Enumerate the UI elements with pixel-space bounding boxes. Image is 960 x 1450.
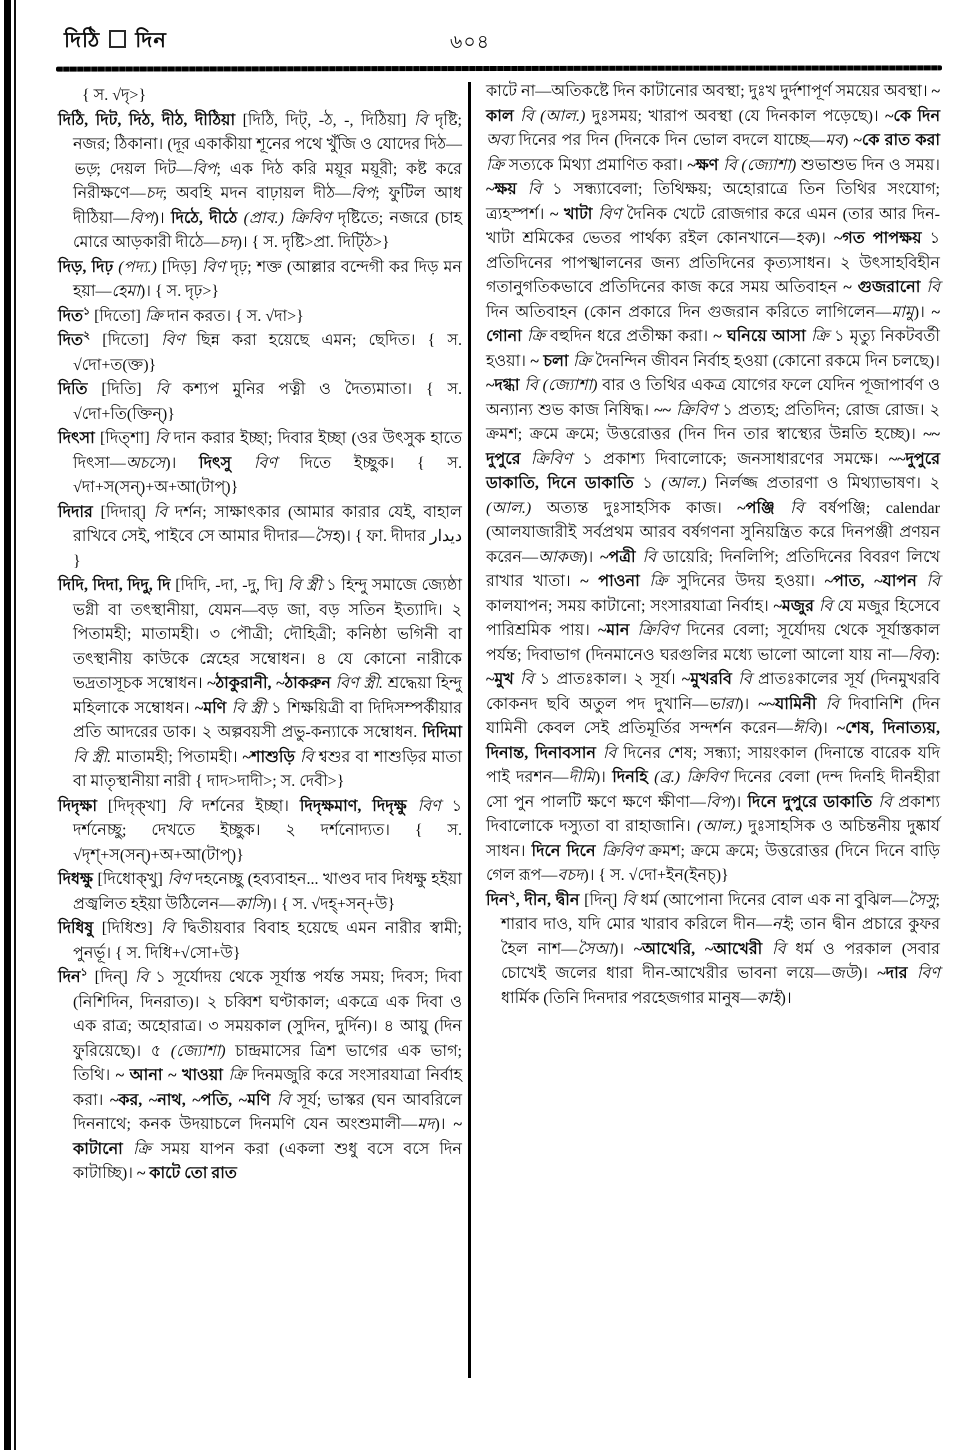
headword-text: দিঠি, দিট, দিঠ, দীঠ, দীঠিয়া [58,111,243,129]
entry-text: ক্রিবিণ [637,622,687,639]
entry-text: বি [723,156,742,174]
entry-text: চদ [219,234,237,251]
headword-text: ২ [508,889,516,902]
headword-text: দিনে দিনে [531,842,602,860]
headword-text: দিধক্ষু [58,871,98,888]
entry-text: [দিদার্‌] [100,503,154,521]
dictionary-entry [486,889,940,1012]
dictionary-entry [58,84,462,109]
entry-text: ১ প্রাতঃকাল। ২ সূর্য। [539,671,682,688]
dictionary-entry [58,868,462,917]
headword-text: দিনে দুপুরে ডাকাতি [747,793,879,811]
entry-text: )। [913,303,932,321]
entry-text: বিপ [129,209,154,227]
entry-text: ১ মৃত্যু নিকটবর্তী হওয়া। [486,328,940,370]
entry-text: [দিধোক্‌খু] [97,871,168,888]
headword-text: ~~যামিনী [758,695,826,713]
entry-text: ধর্ম ও পরকাল (সবার চোখেই জলের ধারা দীন-আখেরীর ভাবনা লয়ে— [501,940,940,982]
header-rule [56,65,942,71]
dictionary-entry [58,256,462,305]
entry-text: )। [738,695,759,713]
entry-text: বি [926,573,940,590]
headword-text: দিদার [58,503,101,521]
headword-text: ১ [80,966,88,979]
entry-text: দিনের বেলা; সূর্যোদয় থেকে সূর্যাস্তকাল পর্যন্ত; দিবাভাগ (দিনমানেও ঘরগুলির মধ্যে ভালো আলো যায় না— [486,622,940,664]
entry-text: বিণ [598,205,627,223]
headword-text: ~ গুজরানো [843,279,927,296]
entry-text: কাটে না—অতিকষ্টে দিন কাটানোর অবস্থা; দুঃখ দুর্দশাপূর্ণ সময়ের অবস্থা। [486,83,932,100]
entry-text: বহুদিন ধরে প্রতীক্ষা করা। [550,328,714,345]
headword-text: দিতি [58,381,102,398]
headword-text: দিধিষু [58,920,102,937]
headword-text: ~শাশুড়ি [242,748,300,766]
headword-text: ~গত পাপক্ষয় [833,230,930,247]
dictionary-column-left [58,84,462,1187]
entry-text: বি [160,920,183,937]
entry-text: স্ত্রী. [363,675,388,692]
headword-text: ~কে রাত করা [853,132,941,149]
entry-text: (জ্যোশা) [542,377,603,394]
entry-text: [দিদৃক্‌খা] [107,797,178,815]
entry-text: বি [524,377,543,394]
headword-text: ~ক্ষণ [687,156,724,174]
entry-text: ছিন্ন করা হয়েছে এমন; ছেদিত। { স. √দো+ত(ক্ত)} [73,332,462,374]
entry-text: অব্য [486,132,519,149]
headword-text: ~পত্রী [600,548,643,566]
entry-text: ১ সূর্যোদয় থেকে সূর্যাস্ত পর্যন্ত সময়; দিবস; দিবা (নিশিদিন, দিনরাত)। ২ চব্বিশ ঘণ্টাকাল; একত্রে এক দিবা ও এক রাত্র; অহোরাত্র। ৩ সময়কাল (সুদিন, দুর্দিন)। ৪ আয়ু (দিন ফুরিয়েছে)। ৫ [73,969,462,1060]
binding-edge-line-thin [14,0,16,1450]
entry-text: ক্রিবিণ [601,842,649,860]
entry-text: কশ্যপ মুনির পত্নী ও দৈত্যমাতা। { স. √দো+তি(ক্তিন্‌)} [73,381,462,423]
dictionary-entry [58,378,462,427]
entry-text: সৈসু [907,891,936,909]
entry-text: দ্বিতীয়বার বিবাহ হয়েছে এমন নারীর স্বামী; পুনর্ভূ। { স. দিধি+√সো+উ} [73,920,462,962]
entry-text: (আল.) [540,107,592,125]
entry-text: (জ্যোশা) [741,156,801,174]
entry-text: ভারা [708,695,739,713]
entry-text: বি [926,279,940,296]
entry-text: দিতে ইচ্ছুক। { স. √দা+স(সন্‌)+অ+আ(টাপ্‌)} [73,454,462,496]
entry-text: বি [527,181,553,198]
entry-text: সুদিনের উদয় হওয়া। [677,573,825,590]
entry-text: [দিধিশু] [101,920,161,937]
entry-text: ক্রি [228,1067,252,1084]
entry-text: ক্রি [527,328,551,345]
entry-text: ক্রি [486,156,509,174]
entry-text: কাই [756,989,781,1007]
entry-text: নই [771,916,790,933]
entry-text: ১ প্রতিদিনের পাপস্খালনের জন্য প্রতিদিনের কৃত্যসাধন। ২ উৎসাহবিহীন গতানুগতিকভাবে প্রতিদিনের কাজ করে সময় অতিবাহন [486,230,941,296]
entry-text: দিনের বেলা (দন্দ দিনহি দীনহীরা সো পুন পালটি ক্ষণে ক্ষণে ক্ষীণা— [486,769,940,811]
headword-text: দিদি, দিদা, দিদু, দি [58,577,176,594]
headword-text: ~মুখরবি [681,671,739,688]
entry-text: দিনের শেষ; সন্ধ্যা; সায়ংকাল (দিনান্তে বারেক যদি পাই দরশন— [486,744,940,786]
headword-text: ~~দুপুরে ডাকাতি, দিনে ডাকাতি [486,450,940,492]
entry-text: মাতামহী; পিতামহী। [116,748,243,766]
entry-text: )। [153,209,171,227]
entry-text: বিণ [253,454,300,472]
entry-text: ; দেয়ল দিট— [96,160,193,178]
entry-text: )। [612,940,634,958]
entry-text: দর্শন; সাক্ষাৎকার (আমার কারার যেই, বাহাল রাখিবে সেই, পাইবে সে আমার দীদার— [73,503,462,545]
entry-text: দান করত। { স. √দা>} [166,307,304,325]
entry-text: অচসে [125,454,166,472]
entry-text: ক্রিবিণ [676,401,723,419]
headword-text: ~মজুর [773,597,819,615]
entry-text: দর্শনের ইচ্ছা। [201,797,300,815]
headword-text: ~মণি [194,699,232,717]
entry-text: প্রকাশ্য দিবালোকে দস্যুতা বা রাহাজানি। [486,793,940,835]
dictionary-entry [58,109,462,256]
entry-text: বিপ [350,185,376,202]
entry-text: সত্যকে মিথ্যা প্রমাণিত করা। [508,156,688,174]
headword-text: দিদৃক্ষমাণ, দিদৃক্ষু [299,797,418,815]
entry-text: বি [154,430,174,447]
headword-text: দিদিমা [422,724,462,741]
headword-text: ~ পাওনা [580,573,650,590]
entry-text: )। [582,548,601,566]
entry-text: ক্রি [144,307,167,325]
entry-text: ক্রিবিণ [530,450,583,468]
entry-text: নির্লজ্জ প্রতারণা ও মিথ্যাভাষণ। ২ [715,475,940,492]
entry-text: সৈআ [577,940,613,958]
dictionary-entry [58,427,462,501]
entry-text: )। { স. দৃষ্টি>প্রা. দিট্ঠি>} [236,234,390,251]
entry-text: বিণ [916,965,940,982]
entry-text: [দিদি, -দা, -দু, দি] [175,577,288,594]
headword-text: ~মান [597,622,638,639]
entry-text: )। [816,720,837,737]
entry-text: বি [622,891,641,909]
headword-text: দিন [58,969,81,986]
dictionary-entry [58,305,462,330]
entry-text: সূর্য; ভাস্কর (ঘন আবরিলে দিননাথে; কনক উদয়াচলে দিনমণি যেন অংশুমালী— [73,1091,462,1133]
entry-text: কাসি [235,895,266,913]
entry-text: )। { স. √দো+ইন(ইনচ্‌)} [583,867,729,884]
entry-text: [দিতো] [90,332,162,349]
entry-text: বার ও তিথির একত্র যোগের ফলে যেদিন পূজাপার্বণ ও অন্যান্য শুভ কাজ নিষিদ্ধ। [486,377,940,419]
entry-text: মব [825,132,843,149]
entry-text: সময় যাপন করা (একলা শুধু বসে বসে দিন কাটাচ্ছি)। [73,1140,462,1182]
entry-text: [দিঠি, দিট্‌, -ঠ, -, দিঠিয়া] [242,111,414,129]
headword-text: দিত [58,307,83,325]
entry-text: )। { স. √দহ্‌+সন্‌+উ} [266,895,396,913]
entry-text: [দিত্‌শা] [99,430,155,447]
headword-text: ~ কাটানো [73,1116,462,1158]
entry-text: বি [73,748,92,766]
entry-text: { স. √দৃ>} [82,87,147,104]
entry-text: দুঃসময়; খারাপ অবস্থা (যে দিনকাল পড়েছে)। [591,107,886,125]
entry-text: স্ত্রী. [91,748,117,766]
entry-text: বি [276,1091,297,1109]
entry-text: বি [134,969,156,986]
entry-text: বি [413,111,435,129]
headword-text: দিৎসু [199,454,254,472]
entry-text: যে মজুর হিসেবে পারিশ্রমিক পায়। [486,597,940,639]
entry-text: )। [434,1116,454,1133]
entry-text: প্রাতঃকালের সূর্য (দিনমুখরবি কোকনদ ছবি অতুল পদ দুখানি— [486,671,940,713]
square-marker-icon [109,30,126,48]
entry-text: অত্যন্ত দুঃসাহসিক কাজ। [546,499,738,517]
entry-text: ভড় [73,160,97,178]
headword-text: ~ খাটা [549,205,599,223]
entry-text: চান্দ্রমাসের ত্রিশ ভাগের এক ভাগ; তিথি। [73,1042,463,1084]
running-head [64,24,167,59]
entry-text: স্ত্রী [306,577,327,594]
entry-text: ক্রিবিণ [686,769,734,786]
headword-text: ~ কাটে তো রাত [136,1165,237,1182]
entry-text: দহনেচ্ছু (হব্যবাহন... খাণ্ডব দাব দিধক্ষু হইয়া প্রজ্বলিত হইয়া উঠিলেন— [73,871,462,913]
entry-text: ১ দর্শনেচ্ছু; দেখতে ইচ্ছুক। ২ দর্শনোদ্যত। { স. √দৃশ্‌+স(সন্‌)+অ+আ(টাপ্‌)} [73,797,463,864]
headword-text: ~ক্ষয় [486,181,528,198]
entry-text: হক [795,230,815,247]
headword-text: , দীন, দ্বীন [515,891,585,909]
entry-text: )। { স. দৃঢ়>} [139,283,220,300]
entry-text: বি [825,695,849,713]
entry-text: (ব্র.) [654,769,687,786]
entry-text: ১ হিন্দু সমাজে জ্যেষ্ঠা ভগ্নী বা তৎস্থানীয়া, যেমন—বড় জা, বড় সতিন ইত্যাদি। ২ পিতামহী; মাতামহী। ৩ পৌত্রী; দৌহিত্রী; কনিষ্ঠা ভগিনী বা তৎস্থানীয় কাউকে স্নেহের সম্বোধন। ৪ যে কোনো নারীকে ভদ্রতাসূচক সম্বোধন। [73,577,462,692]
headword-text: দিন [486,891,509,909]
entry-text: সৈহ [314,528,340,545]
entry-text: বিণ [417,797,452,815]
entry-text: )। [856,965,878,982]
headword-text: ২ [83,329,91,342]
entry-text: বি [790,499,820,517]
headword-text: দিড়, দিঢ় [58,258,119,276]
headword-text: ~~ [654,401,677,419]
entry-text: স্ত্রী [250,699,272,717]
entry-text: আকজ [537,548,583,566]
headword-text: ~শেষ, দিনাত্যয়, দিনান্ত, দিনাবসান [486,720,940,762]
headword-text: ~পাত, ~যাপন [824,573,927,590]
entry-text: বি [642,548,663,566]
entry-text: [দিতো] [90,307,145,325]
entry-text: ক্রমশ; ক্রমে ক্রমে; উত্তরোত্তর (দিনে দিনে বাড়ি গেল রূপ— [486,842,940,884]
entry-text: )। [730,793,748,811]
entry-text: ): [930,646,940,664]
entry-text: ; শারাব দাও, যদি মোর খারাব করিলে দীন— [501,891,940,933]
entry-text: দিবানিশি (দিন যামিনী কেবল সেই প্রতিমূর্তির সন্দর্শন করেন— [486,695,941,737]
dictionary-entry [486,80,940,889]
entry-text: ১ সন্ধ্যাবেলা; তিথিক্ষয়; অহোরাত্রে তিন তিথির সংযোগ; ত্র্যহস্পর্শ। [486,181,941,223]
headword-text: ~~ দুপুরে [486,426,940,468]
entry-text: দিনমজুরি করে সংসারযাত্রা নির্বাহ করা। [73,1067,462,1109]
entry-text: মামু [891,303,914,321]
entry-text: দুঃসাহসিক ও অচিন্তনীয় দুষ্কার্য সাধন। [486,818,940,860]
dictionary-entry [58,574,462,795]
entry-text: বি [153,503,175,521]
entry-text: দীমি [568,769,595,786]
entry-text: দৈনন্দিন জীবন নির্বাহ হওয়া (কোনো রকমে দিন চলছে)। [595,352,940,370]
entry-text: ১ [642,475,662,492]
dictionary-entry [58,966,462,1187]
page-number: ৬০৪ [449,32,491,53]
entry-text: ক্রি [810,328,835,345]
headword-text: ~ গোনা [486,303,940,345]
entry-text: বি [772,940,796,958]
entry-text: বি [177,797,202,815]
headword-text: ~ঠাকুরানী, ~ঠাকরুন [207,675,336,692]
entry-text: বি [818,597,838,615]
entry-text: দিন অতিবাহন (কোন প্রকারে দিন গুজরান করিতে লাগিলেন— [486,303,892,321]
entry-text: ডায়েরি; দিনলিপি; প্রতিদিনের বিবরণ লিখে রাখার খাতা। [486,548,941,590]
entry-text: )। { ফা. দীদার ديدار } [73,528,462,570]
entry-text: ; এক দিঠ করি ময়ূর ময়ূরী; কষ্ট করে নিরীক্ষণে— [73,160,462,202]
entry-text: ১ শিক্ষয়িত্রী বা দিদিসম্পর্কীয়ার প্রতি আদরের ডাক। ২ অল্পবয়সী প্রভু-কন্যাকে সম্বোধন. [73,699,463,741]
entry-text: শ্বশুর বা শাশুড়ির মাতা বা মাতৃস্থানীয়া নারী { দাদ>দাদী>; স. দেবী>} [73,748,463,790]
headword-text: ~ আনা ~ খাওয়া [115,1067,229,1084]
entry-text: ; অবহি মদন বাঢ়ায়ল দীঠ— [162,185,351,202]
headword-text: ~ ঘনিয়ে আসা [713,328,811,345]
headword-text: ~কর, ~নাথ, ~পতি, ~মণি [109,1091,277,1109]
entry-text: (আল.) [661,475,716,492]
headword-text: ~ চলা [530,352,574,370]
headword-text: দিত [58,332,83,349]
entry-text: বিপ [192,160,217,178]
entry-text: ক্রি [649,573,678,590]
entry-text: দৃষ্টিতে; নজরে (চাহ মোরে আড়কারী দীঠে— [73,209,462,251]
entry-text: [দিতি] [101,381,156,398]
entry-text: দান করার ইচ্ছা; দিবার ইচ্ছা (ওর উৎসুক হাতে দিৎসা— [73,430,462,472]
entry-text: বিণ [201,258,231,276]
binding-edge-line-thick [4,0,11,1450]
headword-text: ১ [83,305,91,318]
entry-text: জউ [830,965,857,982]
entry-text: বি [602,744,624,762]
entry-text: ঈবি [792,720,817,737]
entry-text: [দিন্‌] [87,969,135,986]
entry-text: বি [520,671,540,688]
headword-text: দিৎসা [58,430,100,447]
entry-text: শ্রদ্ধেয়া হিন্দু মহিলাকে সম্বোধন। [73,675,462,717]
entry-text: ধার্মিক (তিনি দিনদার পরহেজগার মানুষ— [501,989,757,1007]
entry-text: বিণ [335,675,364,692]
running-head-first-word: দিঠি [64,28,101,52]
entry-text: )। [780,989,792,1007]
entry-text: বি [231,699,251,717]
entry-text: শুভাশুভ দিন ও সময়। [800,156,940,174]
column-divider [468,82,471,1378]
entry-text: বি [287,577,306,594]
entry-text: বিপ [705,793,731,811]
dictionary-column-right [486,80,940,1011]
dictionary-entry [58,329,462,378]
entry-text: ; ফুটিল আধ দীঠিয়া— [73,185,462,227]
entry-text: [দিড়] [161,258,202,276]
entry-text: হেমা [111,283,140,300]
entry-text: )। [165,454,200,472]
entry-text: বচদ [557,867,584,884]
entry-text: ধর্ম (আপোনা দিনের বোল এক না বুঝিল— [640,891,908,909]
headword-text: ~কে দিন [885,107,941,125]
entry-text: বিণ [161,332,197,349]
entry-text: ১ প্রকাশ্য দিবালোকে; জনসাধারণের সমক্ষে। [582,450,889,468]
entry-text: চদ [145,185,163,202]
entry-text: বর্ষপঞ্জি; calendar (আলযাজারীই সর্বপ্রথম আরব বর্ষগণনা সুনিয়ন্ত্রিত করে দিনপঞ্জী প্রণয়ন করেন— [486,499,940,566]
entry-text: বি [520,107,541,125]
entry-text: বি [738,671,758,688]
entry-text: মদ [417,1116,435,1133]
headword-text: দিদৃক্ষা [58,797,108,815]
entry-text: (জ্যোশা) [170,1042,236,1060]
dictionary-entry [58,795,462,869]
entry-text: )। [594,769,613,786]
dictionary-entry [58,501,462,575]
entry-text: ) [842,132,854,149]
headword-text: ~পঞ্জি [737,499,791,517]
headword-text: ~আখেরি, ~আখেরী [633,940,773,958]
entry-text: (পদ্য.) [118,258,162,276]
headword-text: ~দগ্ধা [486,377,525,394]
entry-text: বিণ [167,871,196,888]
entry-text: বিব [907,646,931,664]
entry-text: (আল.) [486,499,547,517]
running-head-last-word: দিন [135,28,167,52]
entry-text: (আল.) [696,818,749,835]
entry-text: ১ প্রত্যহ; প্রতিদিন; রোজ রোজ। ২ ক্রমশ; ক্রমে ক্রমে; উত্তরোত্তর (দিন দিন তার স্বাস্থ্যের উন্নতি হচ্ছে)। [486,401,940,443]
headword-text: দিঠে, দীঠে [170,209,244,227]
entry-text: ক্রিবিণ [290,209,338,227]
entry-text: বি [299,748,319,766]
entry-text: ক্রি [573,352,596,370]
entry-text: দৃঢ়; শক্ত (আল্লার বন্দেগী কর দিড় মন হয়া— [73,258,462,300]
entry-text: [দিন্‌] [584,891,623,909]
entry-text: দৃষ্টি; নজর; ঠিকানা। (দূর একাকীয়া শূনের পথে খুঁজি ও যোদের দিঠ— [73,111,463,153]
headword-text: ~মুখ [486,671,521,688]
headword-text: ~দার [877,965,917,982]
headword-text: দিনহি [612,769,655,786]
headword-text: ~ কাল [486,83,940,125]
entry-text: (প্রাব.) [243,209,291,227]
entry-text: কালযাপন; সময় কাটানো; সংসারযাত্রা নির্বাহ। [486,597,774,615]
entry-text: বি [155,381,183,398]
entry-text: দিনের পর দিন (দিনকে দিন ভোল বদলে যাচ্ছে— [518,132,826,149]
entry-text: ক্রি [132,1140,162,1158]
entry-text: )। [814,230,834,247]
dictionary-entry [58,917,462,966]
entry-text: ; তান দ্বীন প্রচারে কুফর হৈল নাশ— [501,916,940,958]
entry-text: দৈনিক খেটে রোজগার করে এমন (তার আর দিন-খাটা শ্রমিকের ভেতর পার্থক্য রইল কোনখানে— [486,205,940,247]
entry-text: বি [878,793,899,811]
